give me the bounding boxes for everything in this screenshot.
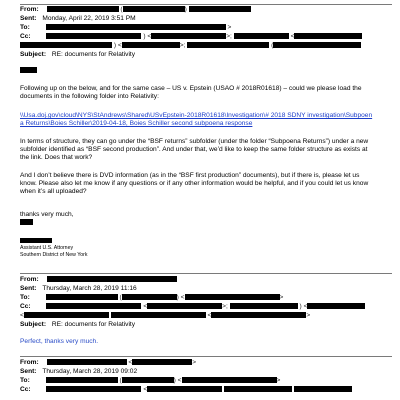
from-label: From: bbox=[20, 359, 39, 366]
cc-label: Cc: bbox=[20, 303, 31, 310]
redaction bbox=[46, 386, 141, 392]
redaction bbox=[47, 6, 119, 12]
redaction bbox=[24, 312, 109, 318]
redaction bbox=[234, 33, 289, 39]
cc-row-2: < < > bbox=[20, 312, 311, 319]
greeting bbox=[20, 67, 37, 75]
to-row: To: ( ) < > bbox=[20, 377, 281, 384]
sent-value: Thursday, March 28, 2019 11:16 bbox=[42, 285, 137, 292]
redaction bbox=[20, 67, 37, 73]
signature-title: Assistant U.S. Attorney bbox=[20, 245, 74, 251]
sent-label: Sent: bbox=[20, 368, 37, 375]
redaction bbox=[132, 359, 192, 365]
redaction bbox=[307, 303, 365, 309]
signature-office: Southern District of New York bbox=[20, 252, 88, 258]
redaction bbox=[47, 359, 127, 365]
redaction bbox=[151, 33, 226, 39]
redaction bbox=[122, 294, 177, 300]
sent-value: Thursday, March 28, 2019 09:02 bbox=[42, 368, 138, 375]
from-label: From: bbox=[20, 276, 39, 283]
header-divider bbox=[20, 273, 392, 274]
redaction bbox=[273, 42, 361, 48]
redaction bbox=[20, 219, 33, 225]
redaction bbox=[123, 6, 185, 12]
redaction bbox=[122, 42, 180, 48]
redaction bbox=[46, 24, 226, 30]
redaction bbox=[147, 303, 222, 309]
sent-label: Sent: bbox=[20, 285, 37, 292]
subject-label: Subject: bbox=[20, 321, 47, 328]
cc-label: Cc: bbox=[20, 386, 31, 393]
to-label: To: bbox=[20, 377, 30, 384]
redaction bbox=[294, 386, 352, 392]
cc-row: Cc: < >; ) < bbox=[20, 303, 365, 311]
redaction bbox=[211, 312, 306, 318]
cc-label: Cc: bbox=[20, 33, 31, 40]
signature-name bbox=[20, 219, 33, 227]
to-label: To: bbox=[20, 24, 30, 31]
redaction bbox=[46, 377, 118, 383]
cc-row-2: ) < >; ( bbox=[20, 42, 361, 50]
redaction bbox=[46, 294, 118, 300]
to-row: To: > bbox=[20, 24, 232, 31]
redaction bbox=[230, 303, 298, 309]
body-paragraph-2: In terms of structure, they can go under the “BSF returns” subfolder (under the folder “Subpoena Returns”) under a new subfolder identified as “BSF second production”. And under that, we’d like to keep the same folder structure as exists at the link. Does that work? bbox=[20, 138, 369, 162]
from-row: From: ( ) bbox=[20, 6, 251, 14]
subject-label: Subject: bbox=[20, 51, 47, 58]
sent-row bbox=[20, 285, 137, 293]
redaction bbox=[46, 303, 141, 309]
redaction bbox=[224, 386, 292, 392]
redaction bbox=[47, 276, 177, 282]
redaction bbox=[147, 386, 222, 392]
sent-row bbox=[20, 368, 137, 376]
sent-value: Monday, April 22, 2019 3:51 PM bbox=[42, 15, 136, 22]
redaction bbox=[111, 312, 206, 318]
redaction bbox=[182, 377, 277, 383]
body-paragraph-3: And I don’t believe there is DVD information (as in the “BSF first production” documents), but if there is, please let us know. Please also let me know if any questions or if any other information would be helpful, and if you could let us know when it’s all uploaded? bbox=[20, 172, 369, 196]
cc-row: Cc: ) < >; < bbox=[20, 33, 362, 41]
subject-row bbox=[20, 51, 135, 59]
from-row: From: < > bbox=[20, 359, 197, 366]
subject-row bbox=[20, 321, 135, 329]
to-label: To: bbox=[20, 294, 30, 301]
cc-row: Cc: < bbox=[20, 386, 352, 394]
redaction bbox=[20, 42, 112, 48]
redaction bbox=[185, 294, 280, 300]
redaction bbox=[46, 33, 141, 39]
redaction bbox=[122, 377, 174, 383]
body-paragraph-1: Following up on the below, and for the same case – US v. Epstein (USAO # 2018R01618) – could we please load the documents in the following folder into Relativity: bbox=[20, 85, 362, 101]
folder-link[interactable]: \\Usa.doj.gov\cloud\NYS\StAndrews\Shared\USvEpstein-2018R01618\Investigation\# 2018 SDNY investigation\Subpoena Returns\Boies Schiller\2019-04-18, Boies Schiller second subpoena response bbox=[20, 112, 373, 128]
redaction bbox=[189, 6, 251, 12]
header-divider bbox=[20, 4, 392, 5]
redaction bbox=[294, 33, 362, 39]
redaction bbox=[20, 238, 52, 243]
header-divider bbox=[20, 356, 392, 357]
sent-label: Sent: bbox=[20, 15, 37, 22]
signature-block-name bbox=[20, 237, 52, 245]
redaction bbox=[187, 42, 269, 48]
reply-body: Perfect, thanks very much. bbox=[20, 338, 99, 345]
from-row bbox=[20, 276, 177, 284]
closing: thanks very much, bbox=[20, 211, 74, 218]
to-row: To: ( ) < > bbox=[20, 294, 284, 301]
sent-row bbox=[20, 15, 136, 23]
subject-value: RE: documents for Relativity bbox=[51, 51, 136, 58]
subject-value: RE: documents for Relativity bbox=[51, 321, 136, 328]
from-label: From: bbox=[20, 6, 39, 13]
